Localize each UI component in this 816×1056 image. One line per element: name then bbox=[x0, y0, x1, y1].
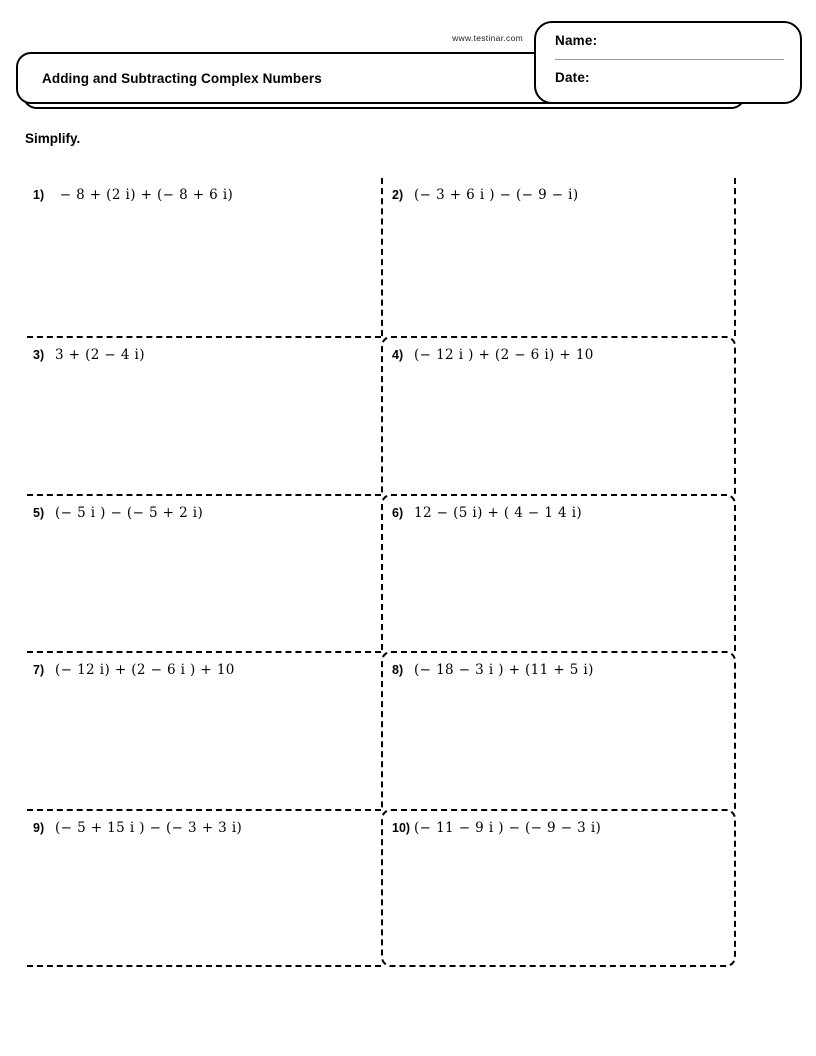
problem-expression: 3 + (2 − 4 i) bbox=[55, 346, 145, 363]
name-label: Name: bbox=[555, 33, 598, 48]
problem-cell-8 bbox=[381, 651, 736, 809]
problem-number: 1) bbox=[33, 188, 45, 202]
problem-number: 8) bbox=[392, 663, 404, 678]
problem-number: 2) bbox=[392, 188, 404, 202]
problem-number: 7) bbox=[33, 663, 45, 678]
problem-number: 4) bbox=[392, 347, 404, 362]
website-url: www.testinar.com bbox=[452, 33, 523, 43]
problem-cell-10 bbox=[381, 809, 736, 967]
problem-7 bbox=[33, 662, 377, 678]
problem-10 bbox=[392, 820, 730, 836]
page-title: Adding and Subtracting Complex Numbers bbox=[42, 70, 322, 86]
problem-2 bbox=[392, 187, 730, 203]
problem-expression: (− 5 i ) − (− 5 + 2 i) bbox=[55, 504, 204, 521]
problem-9 bbox=[33, 820, 377, 836]
problem-expression: (− 3 + 6 i ) − (− 9 − i) bbox=[414, 187, 579, 203]
problem-number: 3) bbox=[33, 347, 45, 362]
problem-expression: 12 − (5 i) + ( 4 − 1 4 i) bbox=[414, 504, 583, 521]
name-date-box bbox=[534, 21, 802, 104]
problem-cell-2 bbox=[381, 178, 736, 336]
problem-expression: (− 18 − 3 i ) + (11 + 5 i) bbox=[414, 662, 594, 679]
problem-6 bbox=[392, 505, 730, 521]
instruction-text: Simplify. bbox=[25, 131, 81, 146]
date-label: Date: bbox=[555, 70, 590, 85]
problem-expression: (− 12 i ) + (2 − 6 i) + 10 bbox=[414, 346, 594, 363]
problem-expression: (− 12 i) + (2 − 6 i ) + 10 bbox=[55, 662, 235, 679]
problems-grid bbox=[27, 178, 736, 967]
problem-1 bbox=[33, 187, 377, 203]
problem-cell-3 bbox=[27, 336, 381, 494]
problem-expression: − 8 + (2 i) + (− 8 + 6 i) bbox=[55, 187, 234, 203]
name-field-line bbox=[555, 59, 784, 60]
problem-cell-5 bbox=[27, 494, 381, 652]
problem-3 bbox=[33, 347, 377, 363]
problem-4 bbox=[392, 347, 730, 363]
problem-8 bbox=[392, 662, 730, 678]
problem-cell-7 bbox=[27, 651, 381, 809]
problem-number: 10) bbox=[392, 821, 411, 836]
problem-expression: (− 11 − 9 i ) − (− 9 − 3 i) bbox=[414, 820, 602, 837]
problem-cell-9 bbox=[27, 809, 381, 967]
problem-number: 5) bbox=[33, 505, 45, 520]
problem-number: 9) bbox=[33, 821, 45, 836]
problem-expression: (− 5 + 15 i ) − (− 3 + 3 i) bbox=[55, 820, 243, 837]
problem-cell-1 bbox=[27, 178, 381, 336]
problem-5 bbox=[33, 505, 377, 521]
problem-number: 6) bbox=[392, 505, 404, 520]
problem-cell-4 bbox=[381, 336, 736, 494]
problem-cell-6 bbox=[381, 494, 736, 652]
